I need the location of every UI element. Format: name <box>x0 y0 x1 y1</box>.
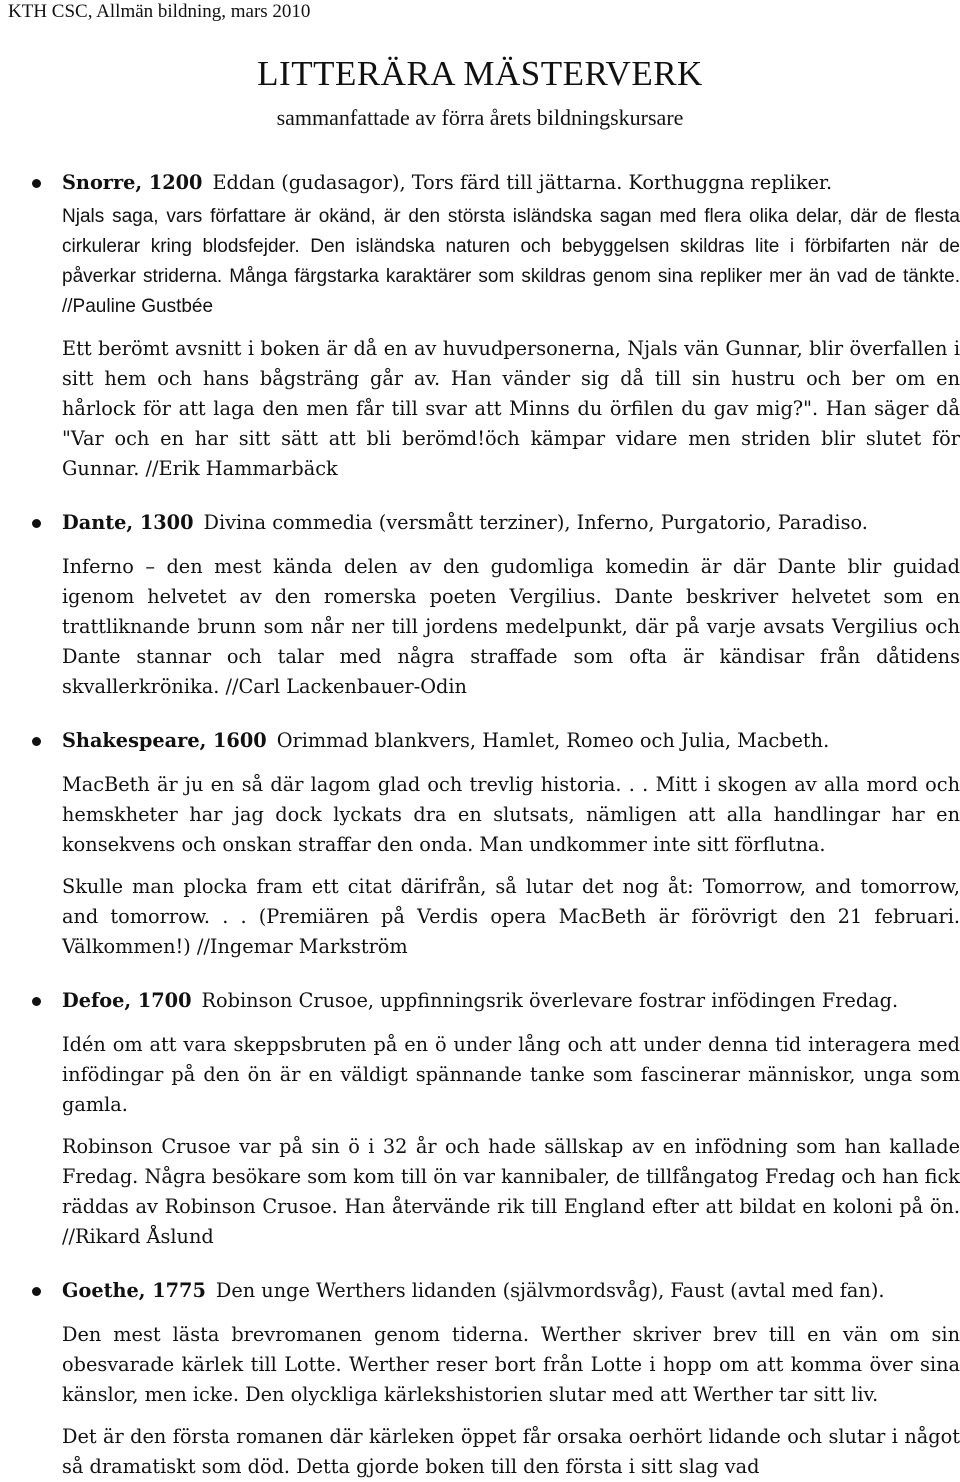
paragraph: Det är den första romanen där kärleken öppet får orsaka oerhört lidande och slutar i något så dramatiskt som död. Detta gjorde boken till den första i sitt slag vad <box>62 1425 960 1478</box>
item-heading <box>62 508 960 538</box>
item-author: Shakespeare, 1600 <box>62 729 267 752</box>
item-author: Snorre, 1200 <box>62 171 203 194</box>
content <box>62 168 960 1482</box>
bullet-icon <box>32 737 41 746</box>
paragraph: Den mest lästa brevromanen genom tiderna. Werther skriver brev till en vän om sin obesvarade kärlek till Lotte. Werther reser bort från Lotte i hopp om att komma över sina känslor, men icke. Den olyckliga kärlekshistorien slutar med att Werther tar sitt liv. <box>62 1323 960 1406</box>
bullet-icon <box>32 1287 41 1296</box>
item-author: Goethe, 1775 <box>62 1279 206 1302</box>
page-header: KTH CSC, Allmän bildning, mars 2010 <box>8 1 311 22</box>
list-item <box>62 168 960 484</box>
item-author: Dante, 1300 <box>62 511 194 534</box>
list-item <box>62 986 960 1252</box>
paragraph: Robinson Crusoe var på sin ö i 32 år och hade sällskap av en infödning som han kallade Fredag. Några besökare som kom till ön var kannibaler, de tillfångatog Fredag och han fick räddas av Robinson Crusoe. Han återvände rik till England efter att bildat en koloni på ön. //Rikard Åslund <box>62 1135 960 1248</box>
bullet-icon <box>32 519 41 528</box>
list-item <box>62 508 960 702</box>
item-heading <box>62 1276 960 1306</box>
list-item <box>62 726 960 962</box>
item-summary: Den unge Werthers lidanden (självmordsvåg), Faust (avtal med fan). <box>215 1279 885 1302</box>
page-title: LITTERÄRA MÄSTERVERK <box>257 54 703 93</box>
bullet-icon <box>32 179 41 188</box>
item-summary: Orimmad blankvers, Hamlet, Romeo och Julia, Macbeth. <box>276 729 830 752</box>
paragraph: Idén om att vara skeppsbruten på en ö under lång och att under denna tid interagera med infödingar på den ön är en väldigt spännande tanke som fascinerar människor, unga som gamla. <box>62 1033 960 1116</box>
item-summary: Eddan (gudasagor), Tors färd till jättarna. Korthuggna repliker. <box>212 171 833 194</box>
bullet-icon <box>32 997 41 1006</box>
item-heading <box>62 986 960 1016</box>
paragraph: Ett berömt avsnitt i boken är då en av huvudpersonerna, Njals vän Gunnar, blir överfallen i sitt hem och hans bågsträng går av. Han vänder sig då till sin hustru och ber om en hårlock för att laga den men får till svar att Minns du örfilen du gav mig?". Han säger då "Var och en har sitt sätt att bli berömd!öch kämpar vidare men striden blir slutet för Gunnar. //Erik Hammarbäck <box>62 337 960 480</box>
item-heading <box>62 168 960 198</box>
item-summary: Divina commedia (versmått terziner), Inferno, Purgatorio, Paradiso. <box>203 511 868 534</box>
paragraph: Inferno – den mest kända delen av den gudomliga komedin är där Dante blir guidad igenom helvetet av den romerska poeten Vergilius. Dante beskriver helvetet som en trattliknande brunn som når ner till jordens medelpunkt, där på varje avsats Vergilius och Dante stannar och talar med några straffade som ofta är kändisar från dåtidens skvallerkrönika. //Carl Lackenbauer-Odin <box>62 555 960 698</box>
paragraph: Njals saga, vars författare är okänd, är den största isländska sagan med flera olika delar, där de flesta cirkulerar kring blodsfejder. Den isländska naturen och bebyggelsen skildras lite i förbifarten när de påverkar striderna. Många färgstarka karaktärer som skildras genom sina repliker mer än vad de tänkte. //Pauline Gustbée <box>62 206 960 317</box>
item-summary: Robinson Crusoe, uppfinningsrik överlevare fostrar infödingen Fredag. <box>201 989 899 1012</box>
paragraph: MacBeth är ju en så där lagom glad och trevlig historia. . . Mitt i skogen av alla mord och hemskheter har jag dock lyckats dra en slutsats, nämligen att alla handlingar har en konsekvens och onskan straffar den onda. Man undkommer inte sitt förflutna. <box>62 773 960 856</box>
paragraph: Skulle man plocka fram ett citat därifrån, så lutar det nog åt: Tomorrow, and tomorrow, and tomorrow. . . (Premiären på Verdis opera MacBeth är förövrigt den 21 februari. Välkommen!) //Ingemar Markström <box>62 875 960 958</box>
list-item <box>62 1276 960 1482</box>
item-heading <box>62 726 960 756</box>
item-author: Defoe, 1700 <box>62 989 192 1012</box>
page-subtitle: sammanfattade av förra årets bildningskursare <box>276 105 684 130</box>
